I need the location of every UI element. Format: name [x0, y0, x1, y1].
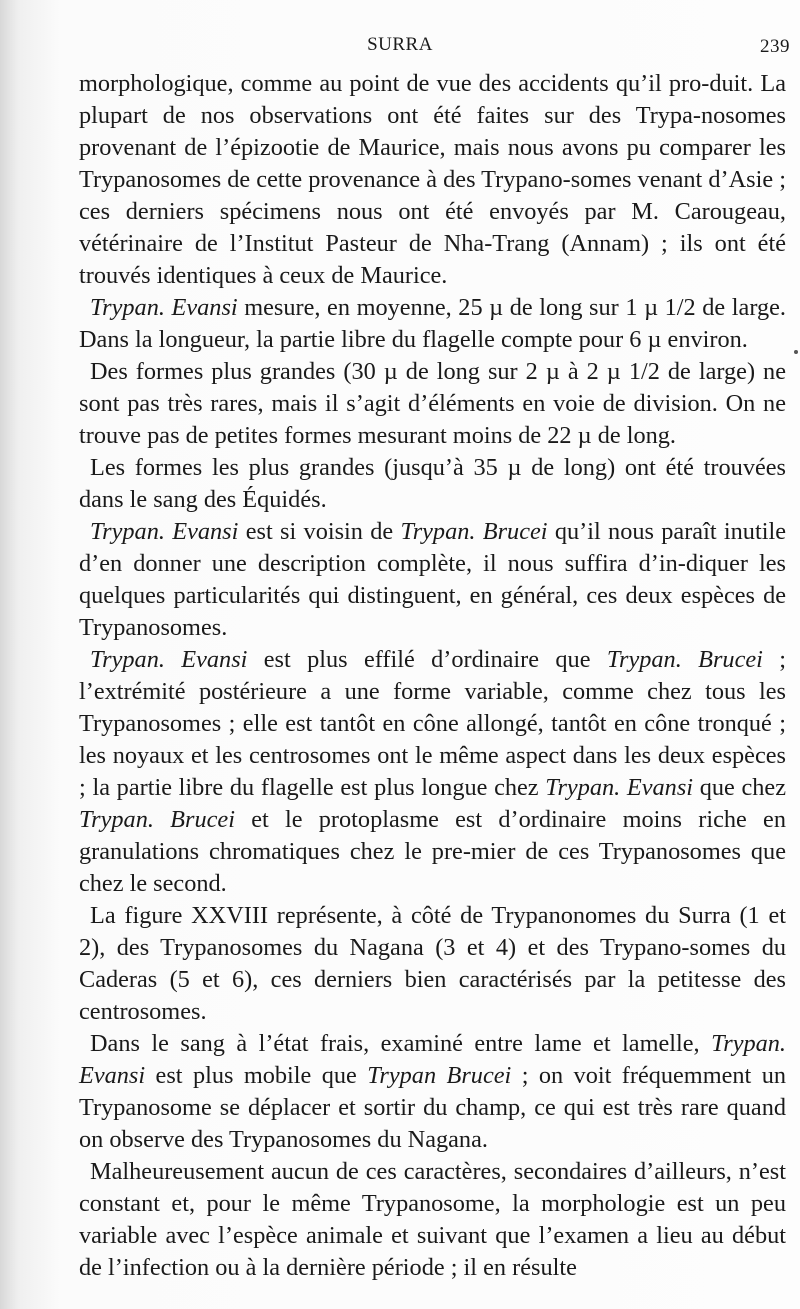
paragraph	[79, 644, 786, 900]
text-run: ; on voit fréquemment un Trypanosome se déplacer et sortir du champ, ce qui est très rare quand on observe des Trypanosomes du Nagana.	[79, 1062, 786, 1153]
page-number: 239	[760, 36, 790, 57]
text-run: est si voisin de	[238, 518, 401, 545]
paragraph	[79, 1156, 786, 1284]
text-run: et le protoplasme est d’ordinaire moins riche en granulations chromatiques chez le pre-mier de ces Trypanosomes que chez le second.	[79, 806, 786, 897]
italic-species-name: Trypan. Brucei	[79, 806, 235, 833]
text-run: mesure, en moyenne, 25 µ de long sur 1 µ 1/2 de large. Dans la longueur, la partie libre du flagelle compte pour 6 µ environ.	[79, 294, 786, 353]
text-run: est plus mobile que	[145, 1062, 368, 1089]
italic-species-name: Trypan Brucei	[367, 1062, 512, 1089]
text-run: qu’il nous paraît inutile d’en donner une description complète, il nous suffira d’in-diquer les quelques particularités qui distinguent, en général, ces deux espèces de Trypanosomes.	[79, 518, 786, 641]
text-run: ; l’extrémité postérieure a une forme variable, comme chez tous les Trypanosomes ; elle est tantôt en cône allongé, tantôt en cône tronqué ; les noyaux et les centrosomes ont le même aspect dans les deux espèces ; la partie libre du flagelle est plus longue chez	[79, 646, 786, 801]
text-run: est plus effilé d’ordinaire que	[247, 646, 607, 673]
italic-species-name: Trypan. Evansi	[90, 518, 239, 545]
paragraph	[79, 452, 786, 516]
text-run: que chez	[693, 774, 786, 801]
text-run: Des formes plus grandes (30 µ de long sur 2 µ à 2 µ 1/2 de large) ne sont pas très rares, mais il s’agit d’éléments en voie de division. On ne trouve pas de petites formes mesurant moins de 22 µ de long.	[79, 358, 786, 449]
italic-species-name: Trypan. Brucei	[400, 518, 548, 545]
text-run: morphologique, comme au point de vue des accidents qu’il pro-duit. La plupart de nos observations ont été faites sur des Trypa-nosomes provenant de l’épizootie de Maurice, mais nous avons pu comparer les Trypanosomes de cette provenance à des Trypano-somes venant d’Asie ; ces derniers spécimens nous ont été envoyés par M. Carougeau, vétérinaire de l’Institut Pasteur de Nha-Trang (Annam) ; ils ont été trouvés identiques à ceux de Maurice.	[79, 70, 786, 289]
italic-species-name: Trypan. Brucei	[606, 646, 763, 673]
text-run: Les formes les plus grandes (jusqu’à 35 µ de long) ont été trouvées dans le sang des Équidés.	[79, 454, 786, 513]
text-run: Malheureusement aucun de ces caractères, secondaires d’ailleurs, n’est constant et, pour le même Trypanosome, la morphologie est un peu variable avec l’espèce animale et suivant que l’examen a lieu au début de l’infection ou à la dernière période ; il en résulte	[79, 1158, 786, 1281]
paragraph	[79, 292, 786, 356]
paragraph	[79, 68, 786, 292]
text-run: La figure XXVIII représente, à côté de Trypanonomes du Surra (1 et 2), des Trypanosomes du Nagana (3 et 4) et des Trypano-somes du Caderas (5 et 6), ces derniers bien caractérisés par la petitesse des centrosomes.	[79, 902, 786, 1025]
italic-species-name: Trypan. Evansi	[90, 646, 248, 673]
text-run: Dans le sang à l’état frais, examiné entre lame et lamelle,	[90, 1030, 712, 1057]
paragraph	[79, 1028, 786, 1156]
paragraph	[79, 356, 786, 452]
paragraph	[79, 516, 786, 644]
italic-species-name: Trypan. Evansi	[545, 774, 694, 801]
body-text	[79, 68, 786, 1284]
italic-species-name: Trypan. Evansi	[79, 1030, 786, 1089]
paragraph	[79, 900, 786, 1028]
margin-dot-mark	[794, 350, 798, 354]
italic-species-name: Trypan. Evansi	[90, 294, 238, 321]
running-title: SURRA	[367, 34, 433, 55]
running-head	[0, 32, 800, 62]
